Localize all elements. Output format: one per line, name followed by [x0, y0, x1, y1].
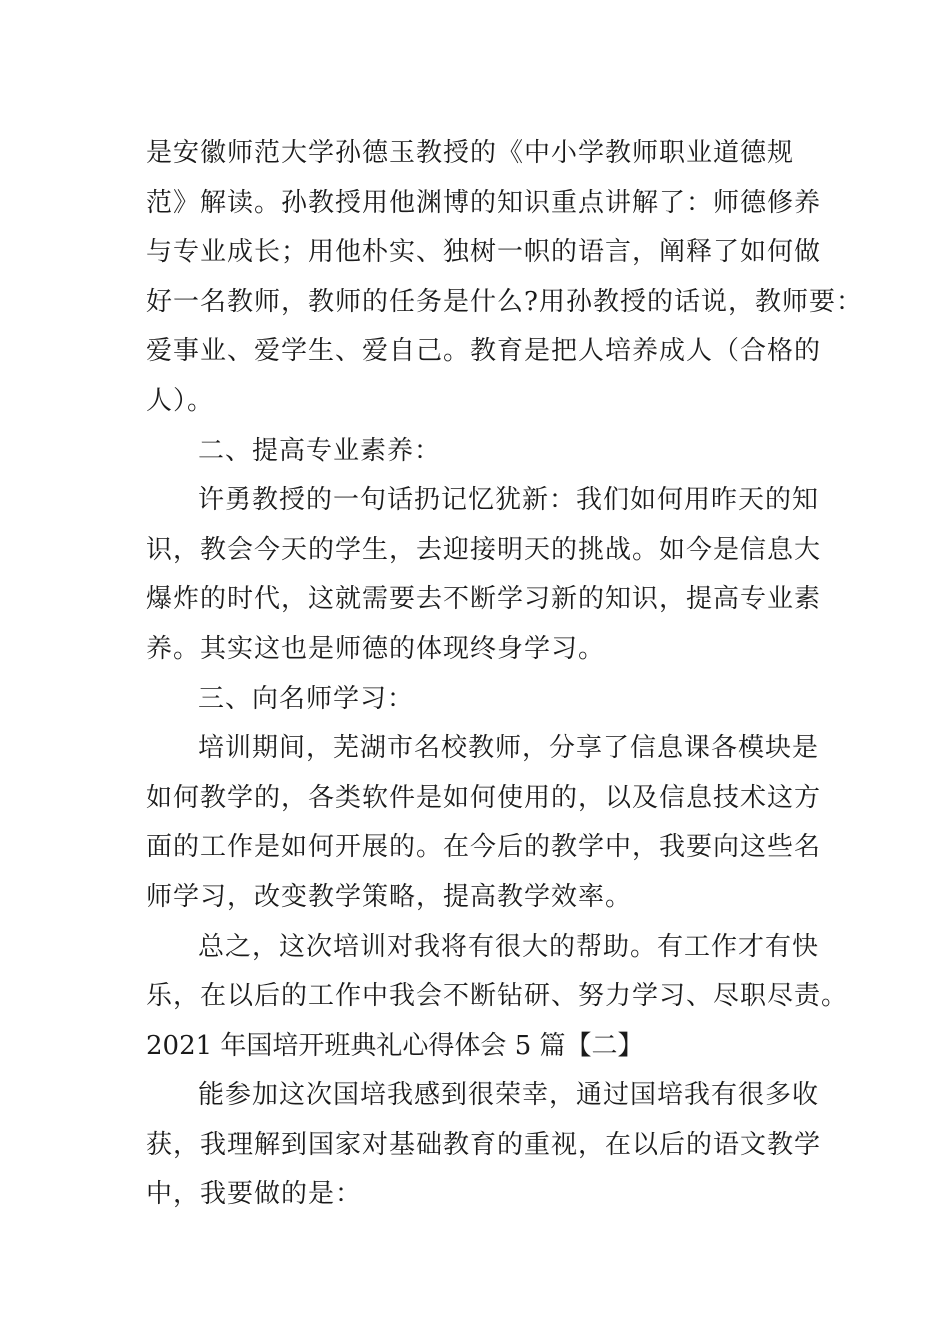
- text-line: 中，我要做的是：: [146, 1179, 363, 1210]
- text-line: 好一名教师，教师的任务是什么?用孙教授的话说，教师要：: [146, 286, 863, 317]
- text-line: 识，教会今天的学生，去迎接明天的挑战。如今是信息大: [146, 534, 822, 565]
- text-line: 人）。: [146, 385, 215, 416]
- section-heading: 二、提高专业素养：: [198, 435, 442, 466]
- text-line: 养。其实这也是师德的体现终身学习。: [146, 633, 606, 664]
- text-line: 与专业成长；用他朴实、独树一帜的语言，阐释了如何做: [146, 237, 822, 268]
- text-line: 获，我理解到国家对基础教育的重视，在以后的语文教学: [146, 1129, 822, 1160]
- text-line: 总之，这次培训对我将有很大的帮助。有工作才有快: [198, 931, 820, 962]
- text-line: 乐，在以后的工作中我会不断钻研、努力学习、尽职尽责。: [146, 981, 849, 1012]
- text-line: 能参加这次国培我感到很荣幸，通过国培我有很多收: [198, 1080, 820, 1111]
- section-heading: 三、向名师学习：: [198, 683, 415, 714]
- text-line: 如何教学的，各类软件是如何使用的，以及信息技术这方: [146, 782, 822, 813]
- text-line: 师学习，改变教学策略，提高教学效率。: [146, 881, 633, 912]
- document-body: [146, 129, 863, 1220]
- text-line: 许勇教授的一句话扔记忆犹新：我们如何用昨天的知: [198, 485, 820, 516]
- article-title: 2021 年国培开班典礼心得体会 5 篇【二】: [146, 1030, 644, 1061]
- text-line: 爱事业、爱学生、爱自己。教育是把人培养成人（合格的: [146, 336, 822, 367]
- text-line: 培训期间，芜湖市名校教师，分享了信息课各模块是: [198, 733, 820, 764]
- text-line: 面的工作是如何开展的。在今后的教学中，我要向这些名: [146, 832, 822, 863]
- text-line: 是安徽师范大学孙德玉教授的《中小学教师职业道德规: [146, 138, 795, 168]
- text-line: 范》解读。孙教授用他渊博的知识重点讲解了：师德修养: [146, 187, 822, 218]
- text-line: 爆炸的时代，这就需要去不断学习新的知识，提高专业素: [146, 584, 822, 615]
